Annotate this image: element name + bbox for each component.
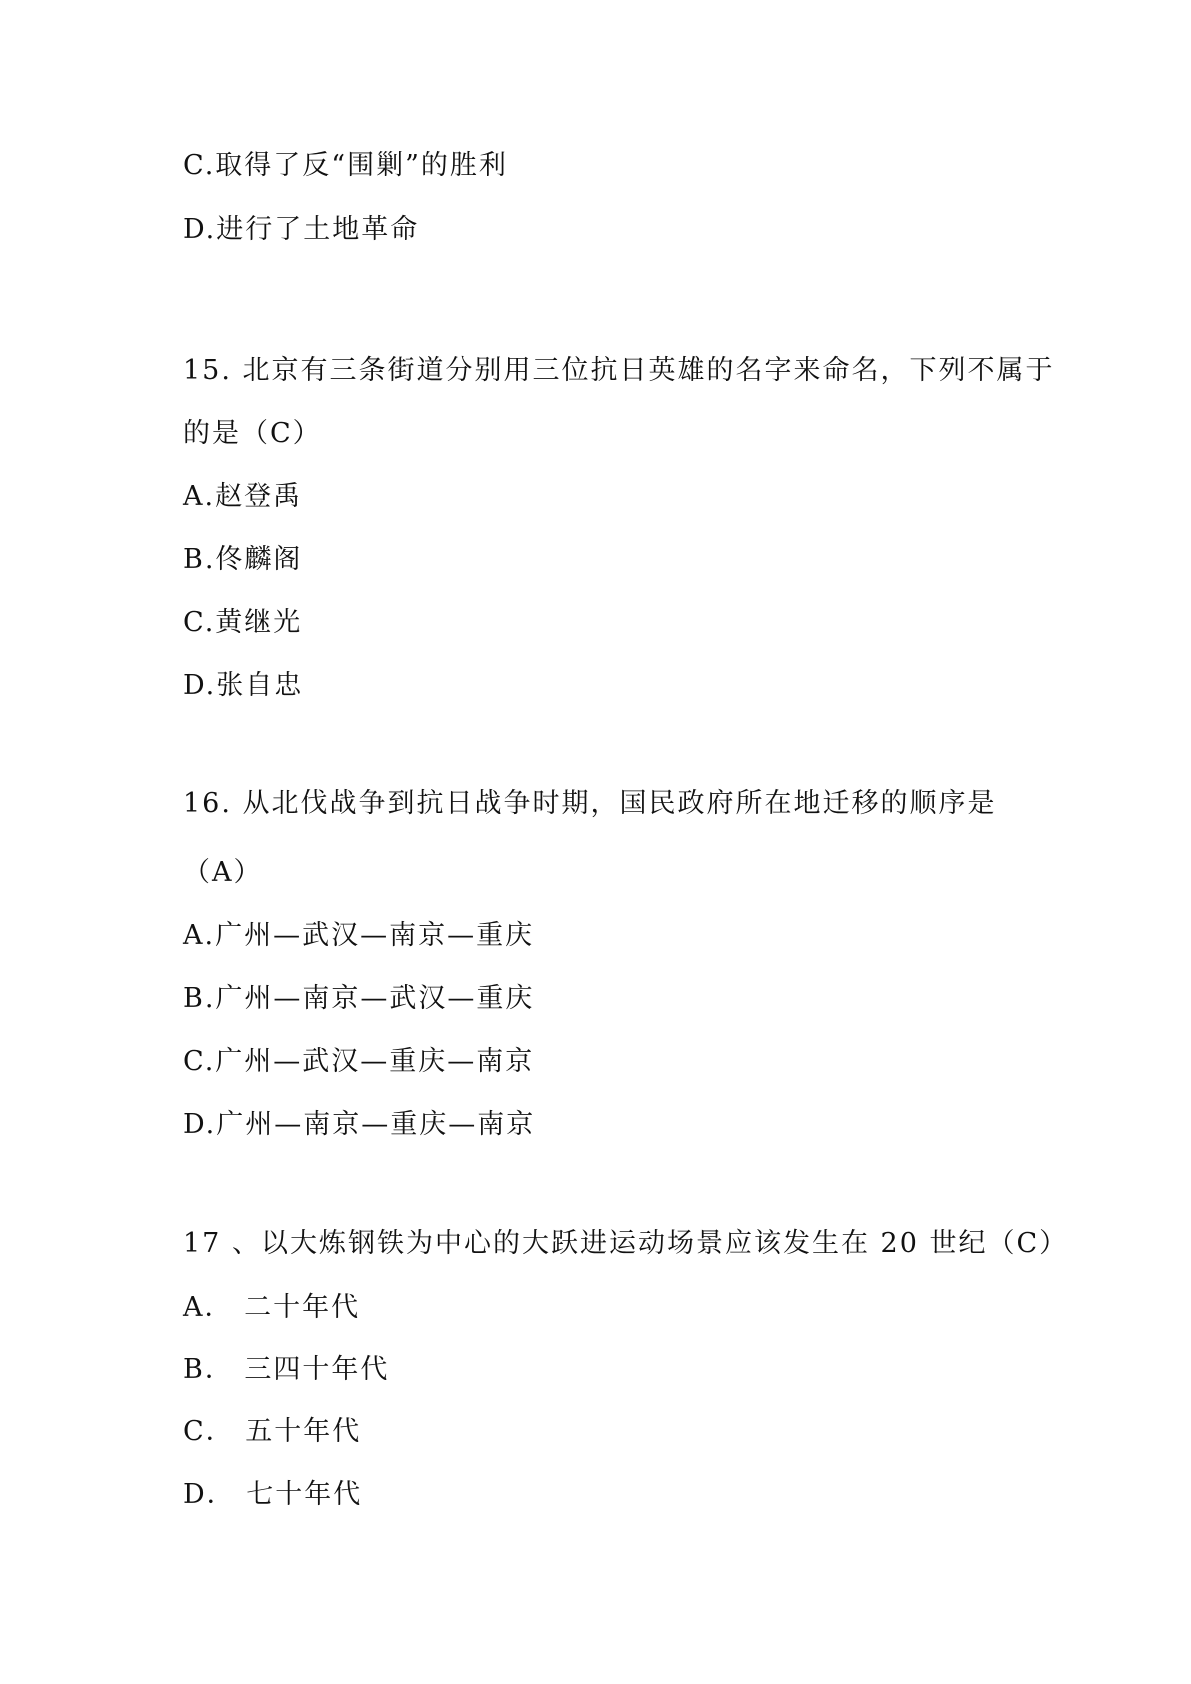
- q15-option-b: B.佟麟阁: [183, 544, 303, 575]
- q17-option-d: D． 七十年代: [183, 1479, 363, 1510]
- q15-option-d: D.张自忠: [183, 670, 304, 701]
- q15-option-a: A.赵登禹: [183, 481, 303, 512]
- q17-option-a: A． 二十年代: [183, 1292, 361, 1323]
- q17-option-c: C． 五十年代: [183, 1416, 362, 1447]
- q14-option-d: D.进行了土地革命: [183, 214, 420, 245]
- q17-option-b: B． 三四十年代: [183, 1354, 390, 1385]
- q17-stem: 17 、以大炼钢铁为中心的大跃进运动场景应该发生在 20 世纪（C）: [183, 1228, 1069, 1259]
- q16-stem-line1: 16. 从北伐战争到抗日战争时期，国民政府所在地迁移的顺序是: [183, 788, 997, 819]
- q16-option-a: A.广州—武汉—南京—重庆: [183, 920, 535, 951]
- q16-stem-line2: （A）: [183, 857, 263, 888]
- q16-option-d: D.广州—南京—重庆—南京: [183, 1109, 536, 1140]
- q14-option-c: C.取得了反“围剿”的胜利: [183, 150, 508, 181]
- q15-stem-line1: 15. 北京有三条街道分别用三位抗日英雄的名字来命名，下列不属于: [183, 355, 1055, 386]
- q15-stem-line2: 的是（C）: [183, 418, 322, 449]
- q16-option-c: C.广州—武汉—重庆—南京: [183, 1046, 535, 1077]
- q15-option-c: C.黄继光: [183, 607, 303, 638]
- q16-option-b: B.广州—南京—武汉—重庆: [183, 983, 535, 1014]
